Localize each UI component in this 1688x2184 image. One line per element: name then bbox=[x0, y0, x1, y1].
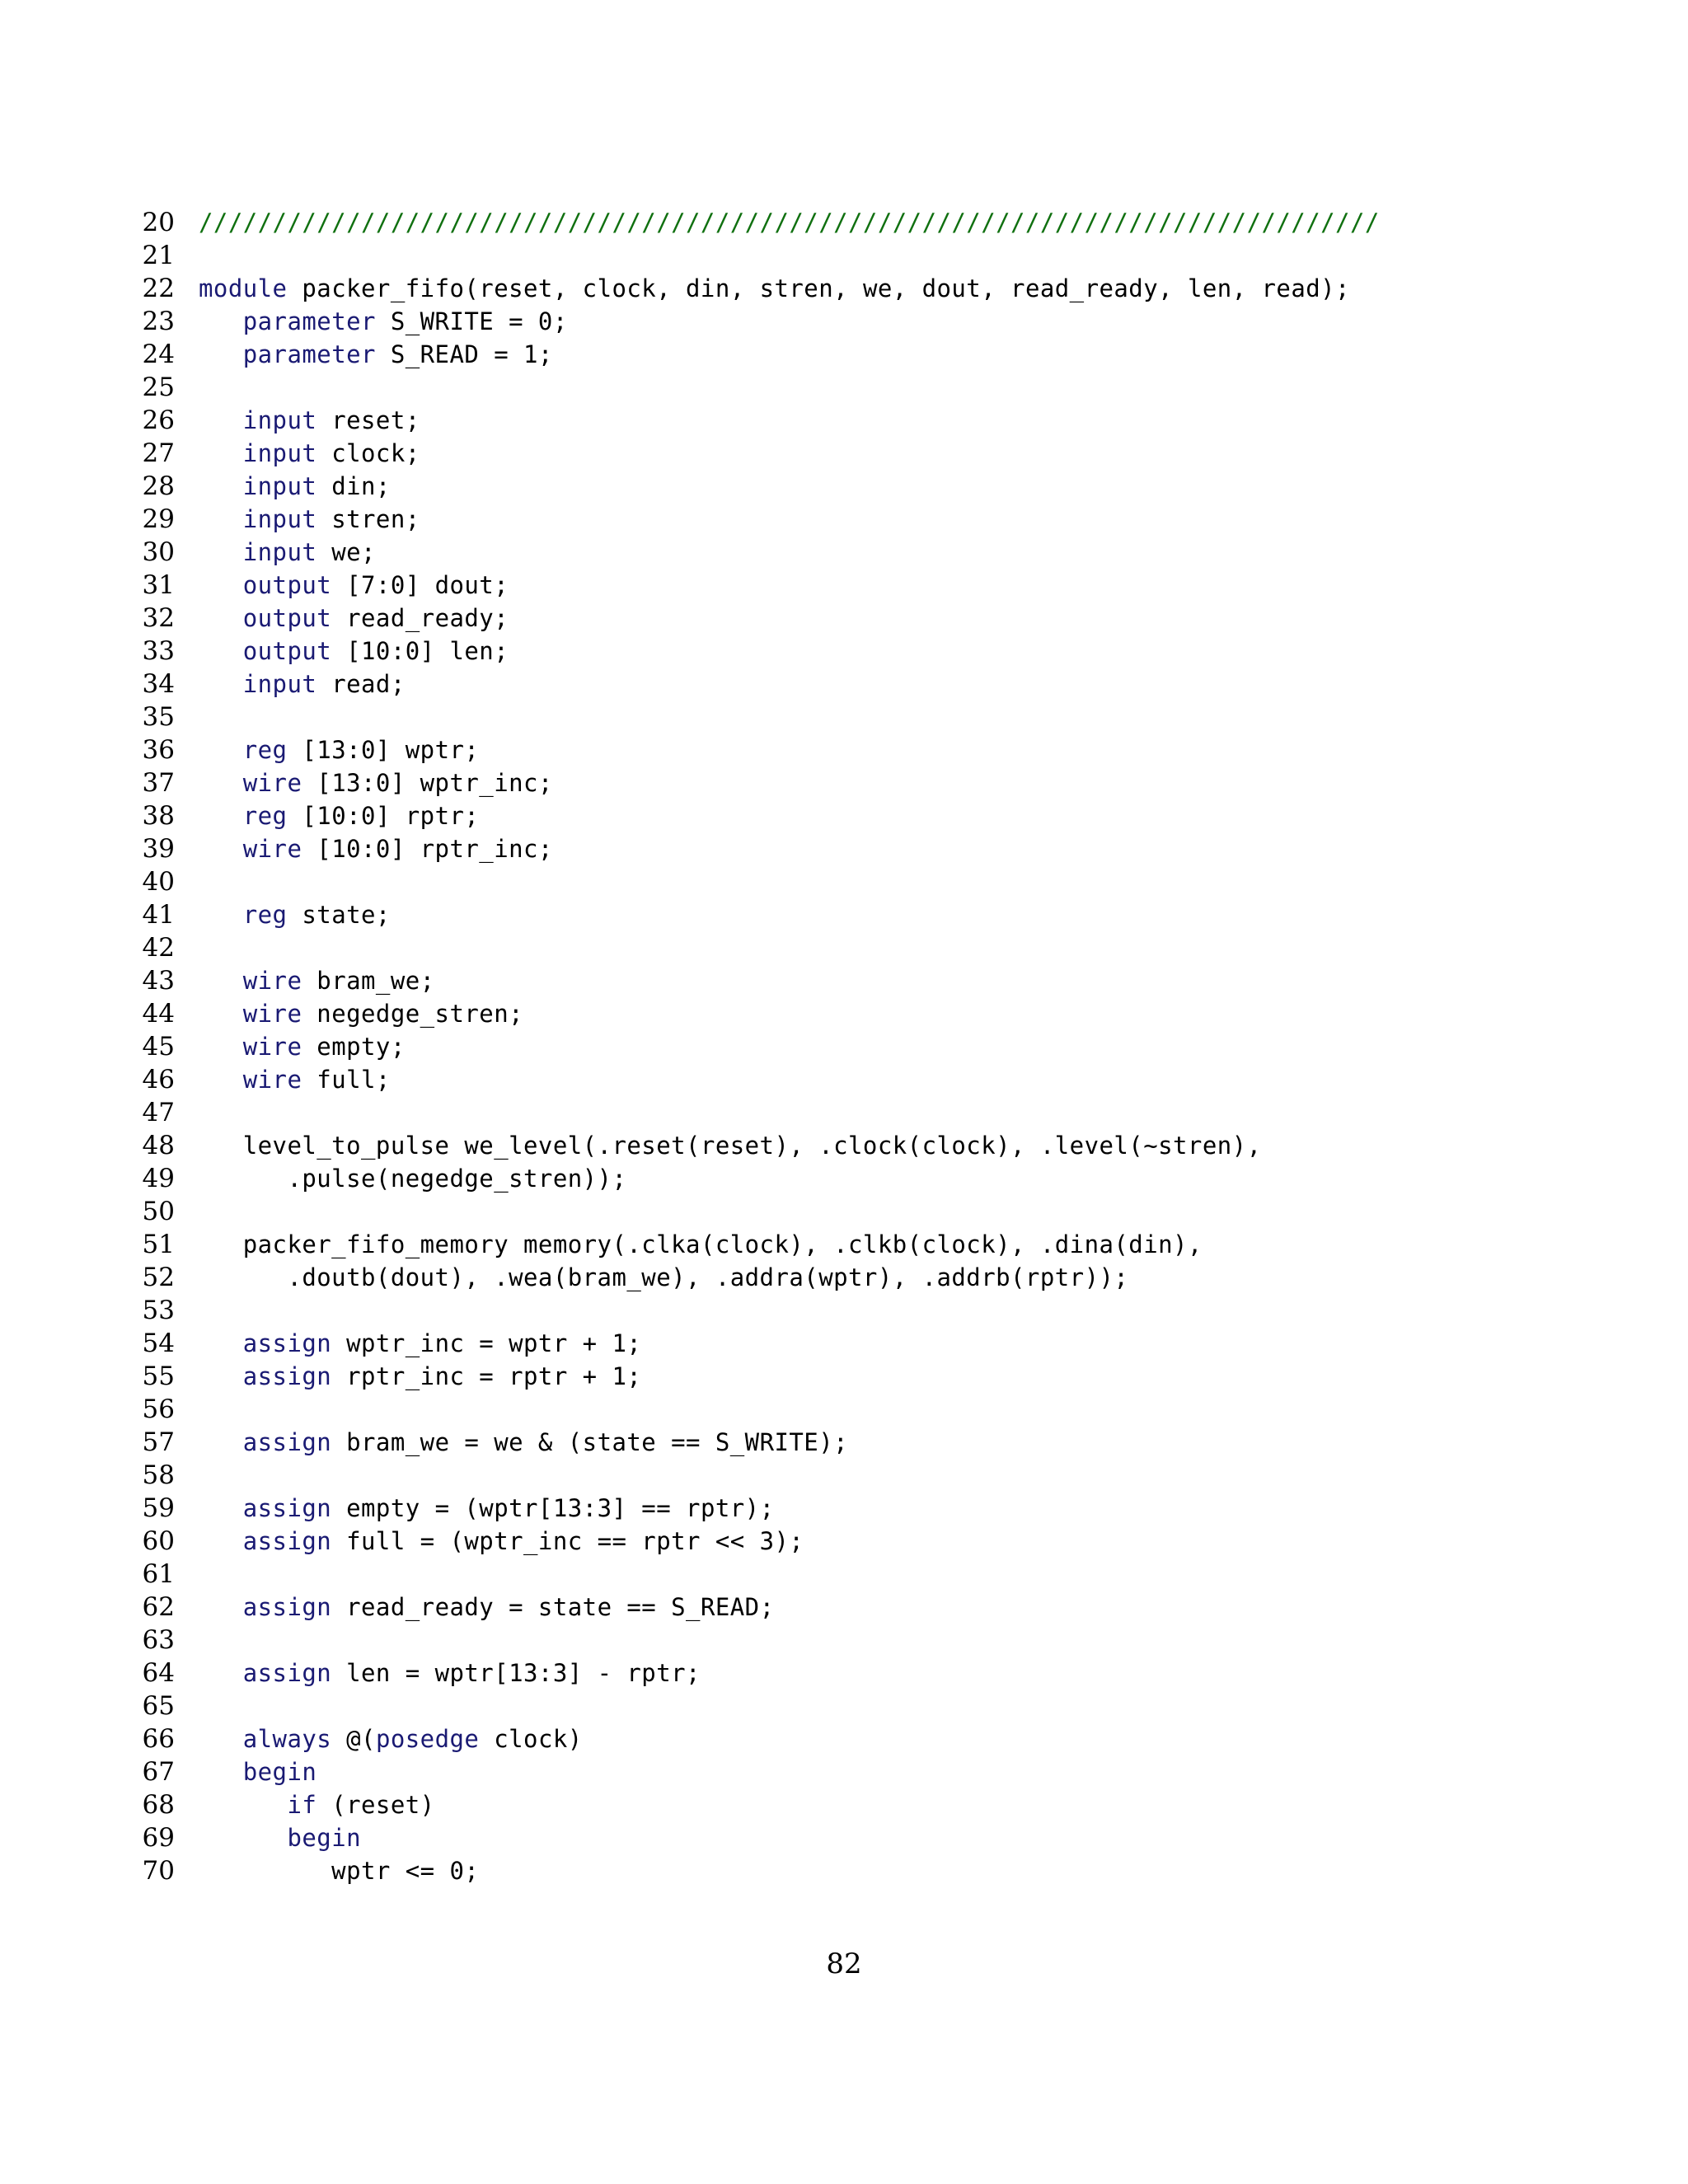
line-number: 28 bbox=[142, 471, 175, 501]
code-token bbox=[199, 802, 243, 830]
line-number: 68 bbox=[142, 1790, 175, 1820]
line-number: 57 bbox=[142, 1427, 175, 1457]
code-token: @( bbox=[331, 1725, 376, 1753]
line-number: 42 bbox=[142, 933, 175, 963]
code-token bbox=[199, 604, 243, 632]
code-text bbox=[199, 1261, 1128, 1294]
code-text bbox=[199, 668, 406, 701]
code-text bbox=[199, 997, 523, 1030]
code-token: [10:0] rptr; bbox=[287, 802, 480, 830]
code-text bbox=[199, 1063, 391, 1096]
keyword-token: wire bbox=[242, 835, 302, 863]
line-number: 36 bbox=[142, 735, 175, 765]
keyword-token: if bbox=[287, 1791, 317, 1819]
keyword-token: assign bbox=[242, 1527, 332, 1555]
line-number: 34 bbox=[142, 669, 175, 699]
code-text bbox=[199, 272, 1350, 305]
line-number: 51 bbox=[142, 1230, 175, 1259]
code-token: wptr <= 0; bbox=[199, 1857, 480, 1885]
line-number: 61 bbox=[142, 1559, 175, 1589]
code-token bbox=[199, 1033, 243, 1061]
line-number: 24 bbox=[142, 340, 175, 369]
code-token: S_WRITE = 0; bbox=[375, 307, 568, 335]
code-token: [13:0] wptr_inc; bbox=[302, 769, 553, 797]
code-text bbox=[199, 1426, 848, 1459]
keyword-token: input bbox=[242, 538, 317, 566]
keyword-token: wire bbox=[242, 769, 302, 797]
code-text bbox=[199, 1755, 316, 1788]
code-text bbox=[199, 503, 420, 536]
line-number: 46 bbox=[142, 1065, 175, 1094]
keyword-token: wire bbox=[242, 1000, 302, 1028]
code-text bbox=[199, 602, 509, 635]
line-number: 62 bbox=[142, 1592, 175, 1622]
line-number: 26 bbox=[142, 405, 175, 435]
keyword-token: always bbox=[242, 1725, 332, 1753]
code-token bbox=[199, 1758, 243, 1786]
keyword-token: module bbox=[199, 274, 288, 302]
code-text bbox=[199, 338, 553, 371]
line-number: 45 bbox=[142, 1032, 175, 1062]
keyword-token: begin bbox=[287, 1824, 362, 1852]
line-number: 60 bbox=[142, 1526, 175, 1556]
code-token bbox=[199, 736, 243, 764]
line-number: 25 bbox=[142, 373, 175, 402]
keyword-token: assign bbox=[242, 1659, 332, 1687]
code-text bbox=[199, 1591, 775, 1624]
line-number: 52 bbox=[142, 1263, 175, 1292]
line-number: 66 bbox=[142, 1724, 175, 1754]
line-number: 48 bbox=[142, 1131, 175, 1160]
keyword-token: begin bbox=[242, 1758, 317, 1786]
line-number: 30 bbox=[142, 537, 175, 567]
keyword-token: output bbox=[242, 571, 332, 599]
line-number: 53 bbox=[142, 1296, 175, 1325]
line-number: 31 bbox=[142, 570, 175, 600]
code-token: S_READ = 1; bbox=[375, 340, 553, 368]
code-token: [10:0] rptr_inc; bbox=[302, 835, 553, 863]
line-number: 67 bbox=[142, 1757, 175, 1787]
line-number: 44 bbox=[142, 999, 175, 1029]
code-token: stren; bbox=[316, 505, 420, 533]
code-token bbox=[199, 505, 243, 533]
code-text bbox=[199, 1162, 626, 1195]
code-text bbox=[199, 799, 479, 832]
line-number: 29 bbox=[142, 504, 175, 534]
code-token bbox=[199, 340, 243, 368]
keyword-token: reg bbox=[242, 901, 288, 929]
line-number: 69 bbox=[142, 1823, 175, 1853]
line-number: 41 bbox=[142, 900, 175, 930]
line-number: 37 bbox=[142, 768, 175, 798]
keyword-token: input bbox=[242, 670, 317, 698]
code-text bbox=[199, 1821, 361, 1854]
code-text bbox=[199, 635, 509, 668]
code-token bbox=[199, 538, 243, 566]
code-token: reset; bbox=[316, 406, 420, 434]
code-text bbox=[199, 536, 376, 569]
code-token bbox=[199, 1527, 243, 1555]
code-text bbox=[199, 1657, 701, 1690]
code-token: we; bbox=[316, 538, 376, 566]
code-token bbox=[199, 439, 243, 467]
comment-token: //////////////////////////////////////////////////////////////////////////////// bbox=[199, 209, 1380, 237]
code-token bbox=[199, 1362, 243, 1390]
line-number: 50 bbox=[142, 1197, 175, 1226]
code-token bbox=[199, 1593, 243, 1621]
code-token: level_to_pulse we_level(.reset(reset), .clock(clock), .level(~stren), bbox=[199, 1132, 1262, 1160]
keyword-token: parameter bbox=[242, 307, 376, 335]
code-token: bram_we = we & (state == S_WRITE); bbox=[331, 1428, 849, 1456]
code-token bbox=[199, 1791, 287, 1819]
code-token bbox=[199, 1000, 243, 1028]
line-number: 32 bbox=[142, 603, 175, 633]
code-token bbox=[199, 769, 243, 797]
code-text bbox=[199, 1722, 583, 1755]
code-token: .doutb(dout), .wea(bram_we), .addra(wptr), .addrb(rptr)); bbox=[199, 1263, 1129, 1291]
code-token bbox=[199, 571, 243, 599]
code-token: (reset) bbox=[316, 1791, 435, 1819]
line-number: 49 bbox=[142, 1164, 175, 1193]
code-text bbox=[199, 206, 1380, 239]
keyword-token: input bbox=[242, 439, 317, 467]
line-number: 39 bbox=[142, 834, 175, 864]
code-token: .pulse(negedge_stren)); bbox=[199, 1165, 627, 1193]
code-token: clock) bbox=[479, 1725, 583, 1753]
code-text bbox=[199, 733, 479, 766]
code-token bbox=[199, 1824, 287, 1852]
code-token: empty = (wptr[13:3] == rptr); bbox=[331, 1494, 775, 1522]
code-token: read; bbox=[316, 670, 406, 698]
code-token: len = wptr[13:3] - rptr; bbox=[331, 1659, 701, 1687]
code-token bbox=[199, 637, 243, 665]
code-token: wptr_inc = wptr + 1; bbox=[331, 1329, 642, 1357]
line-number: 40 bbox=[142, 867, 175, 897]
page-number: 82 bbox=[826, 1947, 862, 1980]
code-token: bram_we; bbox=[302, 967, 435, 995]
code-text bbox=[199, 898, 391, 931]
keyword-token: posedge bbox=[375, 1725, 480, 1753]
line-number: 59 bbox=[142, 1493, 175, 1523]
code-text bbox=[199, 766, 553, 799]
code-text bbox=[199, 1854, 479, 1887]
code-token: rptr_inc = rptr + 1; bbox=[331, 1362, 642, 1390]
line-number: 63 bbox=[142, 1625, 175, 1655]
line-number: 43 bbox=[142, 966, 175, 996]
line-number: 70 bbox=[142, 1856, 175, 1886]
line-number: 22 bbox=[142, 274, 175, 303]
code-token bbox=[199, 901, 243, 929]
keyword-token: assign bbox=[242, 1494, 332, 1522]
code-text bbox=[199, 470, 391, 503]
code-token bbox=[199, 1428, 243, 1456]
code-token: negedge_stren; bbox=[302, 1000, 524, 1028]
code-token bbox=[199, 1066, 243, 1094]
code-token: [10:0] len; bbox=[331, 637, 509, 665]
line-number: 35 bbox=[142, 702, 175, 732]
keyword-token: assign bbox=[242, 1329, 332, 1357]
code-text bbox=[199, 305, 568, 338]
code-text bbox=[199, 569, 509, 602]
keyword-token: wire bbox=[242, 1066, 302, 1094]
code-text bbox=[199, 1525, 804, 1558]
code-token: full = (wptr_inc == rptr << 3); bbox=[331, 1527, 804, 1555]
line-number: 23 bbox=[142, 307, 175, 336]
keyword-token: reg bbox=[242, 736, 288, 764]
line-number: 38 bbox=[142, 801, 175, 831]
code-token: read_ready = state == S_READ; bbox=[331, 1593, 775, 1621]
code-token: [13:0] wptr; bbox=[287, 736, 480, 764]
code-token: clock; bbox=[316, 439, 420, 467]
keyword-token: output bbox=[242, 637, 332, 665]
keyword-token: wire bbox=[242, 967, 302, 995]
code-text bbox=[199, 404, 420, 437]
code-token bbox=[199, 307, 243, 335]
line-number: 33 bbox=[142, 636, 175, 666]
line-number: 64 bbox=[142, 1658, 175, 1688]
code-token: packer_fifo_memory memory(.clka(clock), .clkb(clock), .dina(din), bbox=[199, 1230, 1203, 1258]
code-text bbox=[199, 1030, 406, 1063]
code-token: state; bbox=[287, 901, 391, 929]
code-token bbox=[199, 1725, 243, 1753]
code-token bbox=[199, 967, 243, 995]
code-token: read_ready; bbox=[331, 604, 509, 632]
code-text bbox=[199, 1360, 641, 1393]
code-text bbox=[199, 832, 553, 865]
keyword-token: output bbox=[242, 604, 332, 632]
line-number: 20 bbox=[142, 208, 175, 237]
code-text bbox=[199, 1492, 775, 1525]
line-number: 58 bbox=[142, 1460, 175, 1490]
code-token bbox=[199, 1659, 243, 1687]
keyword-token: assign bbox=[242, 1593, 332, 1621]
code-token bbox=[199, 670, 243, 698]
code-token bbox=[199, 1329, 243, 1357]
keyword-token: input bbox=[242, 406, 317, 434]
code-token: empty; bbox=[302, 1033, 406, 1061]
keyword-token: wire bbox=[242, 1033, 302, 1061]
code-text bbox=[199, 1788, 435, 1821]
code-text bbox=[199, 1327, 641, 1360]
keyword-token: parameter bbox=[242, 340, 376, 368]
code-token bbox=[199, 472, 243, 500]
code-token: full; bbox=[302, 1066, 391, 1094]
keyword-token: reg bbox=[242, 802, 288, 830]
keyword-token: assign bbox=[242, 1428, 332, 1456]
code-text bbox=[199, 1129, 1261, 1162]
code-text bbox=[199, 964, 435, 997]
code-token: [7:0] dout; bbox=[331, 571, 509, 599]
code-text bbox=[199, 437, 420, 470]
code-token bbox=[199, 406, 243, 434]
code-token: din; bbox=[316, 472, 391, 500]
code-token bbox=[199, 1494, 243, 1522]
keyword-token: input bbox=[242, 472, 317, 500]
code-token: packer_fifo(reset, clock, din, stren, we, dout, read_ready, len, read); bbox=[287, 274, 1350, 302]
line-number: 55 bbox=[142, 1361, 175, 1391]
code-text bbox=[199, 1228, 1203, 1261]
line-number: 54 bbox=[142, 1329, 175, 1358]
line-number: 27 bbox=[142, 438, 175, 468]
keyword-token: assign bbox=[242, 1362, 332, 1390]
line-number: 21 bbox=[142, 241, 175, 270]
code-token bbox=[199, 835, 243, 863]
line-number: 65 bbox=[142, 1691, 175, 1721]
line-number: 47 bbox=[142, 1098, 175, 1127]
keyword-token: input bbox=[242, 505, 317, 533]
line-number: 56 bbox=[142, 1394, 175, 1424]
